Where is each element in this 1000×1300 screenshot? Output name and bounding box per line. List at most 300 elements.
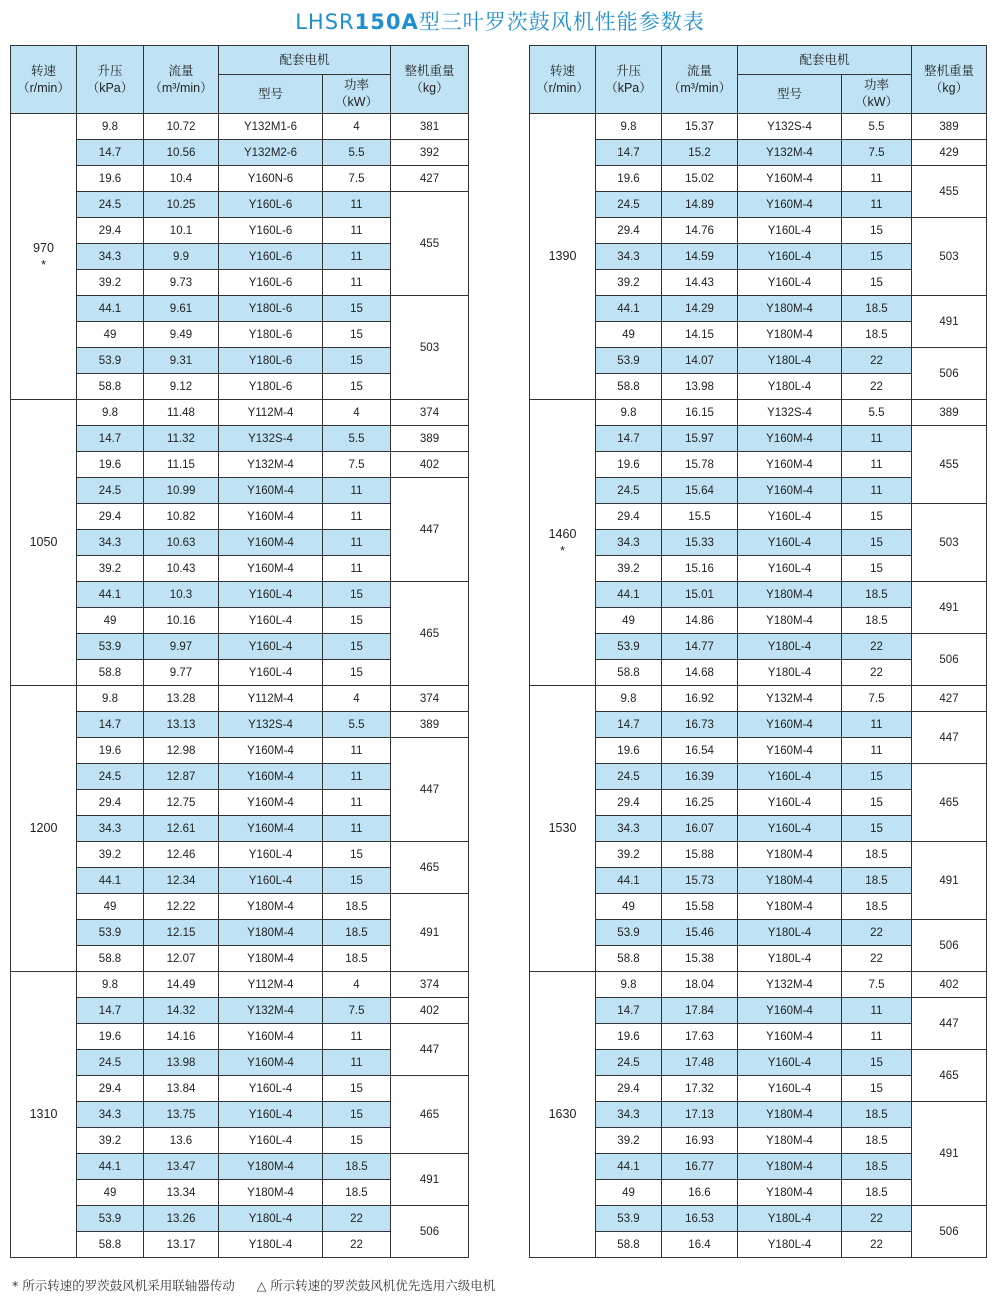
power-cell: 15 [323, 1128, 391, 1154]
power-cell: 18.5 [842, 894, 912, 920]
motor-model-cell: Y160L-4 [738, 1076, 842, 1102]
pressure-cell: 19.6 [596, 1024, 662, 1050]
motor-model-cell: Y160M-4 [738, 192, 842, 218]
flow-cell: 11.48 [144, 400, 219, 426]
pressure-cell: 49 [596, 1180, 662, 1206]
pressure-cell: 29.4 [77, 504, 144, 530]
weight-cell: 491 [912, 842, 987, 920]
power-cell: 15 [842, 244, 912, 270]
pressure-cell: 53.9 [77, 920, 144, 946]
speed-header: 转速 （r/min） [530, 46, 596, 114]
motor-model-cell: Y160L-4 [738, 790, 842, 816]
footnote-motor: △ 所示转速的罗茨鼓风机优先选用六级电机 [256, 1278, 496, 1293]
flow-cell: 14.86 [662, 608, 738, 634]
power-cell: 15 [323, 322, 391, 348]
flow-cell: 15.33 [662, 530, 738, 556]
weight-cell: 447 [391, 1024, 469, 1076]
motor-model-cell: Y180L-4 [738, 920, 842, 946]
motor-model-cell: Y160M-4 [738, 998, 842, 1024]
flow-cell: 15.2 [662, 140, 738, 166]
flow-cell: 13.26 [144, 1206, 219, 1232]
table-row [530, 764, 987, 790]
table-row [530, 114, 987, 140]
motor-model-cell: Y132M-4 [738, 140, 842, 166]
performance-table-left [10, 45, 469, 1258]
pressure-cell: 9.8 [596, 972, 662, 998]
weight-cell: 465 [391, 582, 469, 686]
flow-cell: 9.9 [144, 244, 219, 270]
pressure-cell: 39.2 [77, 842, 144, 868]
pressure-cell: 9.8 [77, 114, 144, 140]
weight-cell: 447 [391, 478, 469, 582]
flow-cell: 15.97 [662, 426, 738, 452]
flow-cell: 12.22 [144, 894, 219, 920]
power-cell: 15 [323, 296, 391, 322]
flow-cell: 16.77 [662, 1154, 738, 1180]
pressure-cell: 53.9 [77, 1206, 144, 1232]
flow-cell: 15.37 [662, 114, 738, 140]
motor-model-cell: Y180M-4 [219, 920, 323, 946]
speed-header: 转速 （r/min） [11, 46, 77, 114]
power-cell: 22 [842, 660, 912, 686]
power-cell: 11 [842, 1024, 912, 1050]
pressure-cell: 39.2 [596, 270, 662, 296]
pressure-cell: 34.3 [596, 816, 662, 842]
pressure-cell: 24.5 [596, 1050, 662, 1076]
weight-cell: 447 [912, 712, 987, 764]
power-cell: 4 [323, 686, 391, 712]
weight-cell: 455 [912, 426, 987, 504]
power-cell: 15 [323, 608, 391, 634]
pressure-cell: 34.3 [596, 244, 662, 270]
flow-cell: 15.78 [662, 452, 738, 478]
motor-model-cell: Y132S-4 [738, 114, 842, 140]
power-cell: 22 [842, 1206, 912, 1232]
power-cell: 15 [842, 816, 912, 842]
motor-model-cell: Y180M-4 [738, 582, 842, 608]
flow-cell: 13.98 [144, 1050, 219, 1076]
motor-model-cell: Y180L-6 [219, 296, 323, 322]
weight-cell: 374 [391, 400, 469, 426]
pressure-cell: 14.7 [77, 998, 144, 1024]
weight-cell: 465 [391, 842, 469, 894]
motor-model-cell: Y160M-4 [219, 530, 323, 556]
pressure-cell: 34.3 [77, 244, 144, 270]
power-cell: 22 [842, 1232, 912, 1258]
pressure-cell: 58.8 [596, 374, 662, 400]
flow-cell: 13.13 [144, 712, 219, 738]
pressure-cell: 34.3 [77, 530, 144, 556]
power-header: 功率 （kW） [323, 75, 391, 114]
weight-cell: 491 [391, 1154, 469, 1206]
flow-cell: 9.97 [144, 634, 219, 660]
power-cell: 11 [323, 478, 391, 504]
power-cell: 15 [842, 530, 912, 556]
power-cell: 18.5 [842, 1128, 912, 1154]
table-row [11, 140, 469, 166]
pressure-header: 升压 （kPa） [77, 46, 144, 114]
weight-cell: 491 [912, 1102, 987, 1206]
pressure-cell: 44.1 [77, 582, 144, 608]
pressure-cell: 24.5 [77, 478, 144, 504]
pressure-cell: 58.8 [596, 1232, 662, 1258]
motor-model-header: 型号 [219, 75, 323, 114]
flow-cell: 13.98 [662, 374, 738, 400]
weight-cell: 402 [391, 998, 469, 1024]
motor-model-cell: Y180M-4 [738, 608, 842, 634]
flow-cell: 10.99 [144, 478, 219, 504]
motor-model-cell: Y180M-4 [219, 1180, 323, 1206]
flow-cell: 14.32 [144, 998, 219, 1024]
power-cell: 15 [842, 556, 912, 582]
pressure-cell: 29.4 [77, 218, 144, 244]
flow-cell: 10.1 [144, 218, 219, 244]
pressure-cell: 44.1 [77, 296, 144, 322]
flow-cell: 12.07 [144, 946, 219, 972]
power-cell: 15 [323, 868, 391, 894]
motor-model-cell: Y160M-4 [738, 166, 842, 192]
motor-model-cell: Y180L-4 [738, 946, 842, 972]
motor-model-cell: Y132M-4 [738, 972, 842, 998]
weight-cell: 506 [912, 1206, 987, 1258]
motor-model-cell: Y160L-4 [738, 244, 842, 270]
weight-cell: 427 [391, 166, 469, 192]
motor-model-cell: Y160L-6 [219, 192, 323, 218]
flow-cell: 10.82 [144, 504, 219, 530]
motor-model-cell: Y180M-4 [738, 868, 842, 894]
power-cell: 15 [842, 218, 912, 244]
flow-cell: 13.84 [144, 1076, 219, 1102]
table-row [530, 998, 987, 1024]
table-row [11, 452, 469, 478]
power-cell: 4 [323, 114, 391, 140]
power-header: 功率 （kW） [842, 75, 912, 114]
flow-cell: 10.63 [144, 530, 219, 556]
flow-cell: 16.54 [662, 738, 738, 764]
weight-cell: 381 [391, 114, 469, 140]
speed-cell: 1460 * [530, 400, 596, 686]
motor-model-cell: Y180M-4 [738, 1154, 842, 1180]
motor-model-cell: Y180L-6 [219, 348, 323, 374]
pressure-cell: 58.8 [77, 660, 144, 686]
flow-cell: 10.16 [144, 608, 219, 634]
flow-cell: 16.07 [662, 816, 738, 842]
pressure-cell: 39.2 [596, 556, 662, 582]
flow-cell: 14.07 [662, 348, 738, 374]
power-cell: 11 [842, 452, 912, 478]
pressure-cell: 44.1 [77, 1154, 144, 1180]
pressure-cell: 39.2 [77, 1128, 144, 1154]
flow-cell: 9.12 [144, 374, 219, 400]
weight-cell: 491 [391, 894, 469, 972]
pressure-cell: 24.5 [77, 764, 144, 790]
table-row [530, 400, 987, 426]
flow-cell: 15.5 [662, 504, 738, 530]
weight-cell: 389 [391, 426, 469, 452]
weight-cell: 427 [912, 686, 987, 712]
power-cell: 5.5 [842, 400, 912, 426]
weight-cell: 374 [391, 686, 469, 712]
weight-cell: 389 [912, 114, 987, 140]
table-row [11, 426, 469, 452]
flow-cell: 15.58 [662, 894, 738, 920]
weight-cell: 506 [912, 348, 987, 400]
motor-model-cell: Y160M-4 [219, 556, 323, 582]
flow-cell: 17.63 [662, 1024, 738, 1050]
table-row [11, 998, 469, 1024]
motor-model-cell: Y132M1-6 [219, 114, 323, 140]
pressure-cell: 14.7 [77, 426, 144, 452]
weight-cell: 402 [912, 972, 987, 998]
weight-cell: 506 [912, 634, 987, 686]
motor-model-cell: Y180L-4 [738, 1206, 842, 1232]
pressure-header: 升压 （kPa） [596, 46, 662, 114]
power-cell: 15 [323, 348, 391, 374]
pressure-cell: 49 [77, 894, 144, 920]
weight-cell: 447 [391, 738, 469, 842]
table-row [11, 582, 469, 608]
table-row [530, 296, 987, 322]
motor-model-cell: Y160L-4 [738, 530, 842, 556]
flow-cell: 14.43 [662, 270, 738, 296]
power-cell: 7.5 [323, 166, 391, 192]
motor-model-cell: Y160L-4 [738, 218, 842, 244]
table-row [530, 1050, 987, 1076]
power-cell: 11 [323, 1050, 391, 1076]
pressure-cell: 58.8 [596, 946, 662, 972]
weight-cell: 455 [912, 166, 987, 218]
motor-model-cell: Y160L-4 [738, 764, 842, 790]
motor-model-cell: Y180M-4 [738, 1128, 842, 1154]
power-cell: 11 [323, 816, 391, 842]
weight-cell: 465 [391, 1076, 469, 1154]
power-cell: 11 [323, 790, 391, 816]
flow-cell: 14.29 [662, 296, 738, 322]
pressure-cell: 14.7 [596, 140, 662, 166]
pressure-cell: 39.2 [77, 556, 144, 582]
motor-model-cell: Y132M-4 [219, 452, 323, 478]
weight-cell: 455 [391, 192, 469, 296]
table-row [11, 114, 469, 140]
weight-cell: 503 [391, 296, 469, 400]
motor-model-cell: Y180L-4 [738, 374, 842, 400]
power-cell: 18.5 [842, 1102, 912, 1128]
motor-model-cell: Y160M-4 [219, 1050, 323, 1076]
power-cell: 18.5 [323, 946, 391, 972]
pressure-cell: 9.8 [77, 686, 144, 712]
flow-cell: 16.25 [662, 790, 738, 816]
flow-cell: 16.93 [662, 1128, 738, 1154]
weight-cell: 503 [912, 504, 987, 582]
left-table-body [11, 114, 469, 1258]
power-cell: 15 [842, 764, 912, 790]
weight-cell: 506 [912, 920, 987, 972]
table-row [530, 972, 987, 998]
pressure-cell: 19.6 [596, 738, 662, 764]
table-row [530, 1102, 987, 1128]
power-cell: 18.5 [842, 582, 912, 608]
power-cell: 11 [842, 166, 912, 192]
pressure-cell: 29.4 [596, 218, 662, 244]
power-cell: 18.5 [842, 868, 912, 894]
pressure-cell: 49 [596, 608, 662, 634]
table-row [11, 1154, 469, 1180]
power-cell: 22 [842, 348, 912, 374]
pressure-cell: 19.6 [77, 166, 144, 192]
pressure-cell: 24.5 [77, 1050, 144, 1076]
footnotes [12, 1276, 495, 1294]
pressure-cell: 29.4 [596, 790, 662, 816]
pressure-cell: 39.2 [596, 1128, 662, 1154]
flow-cell: 16.73 [662, 712, 738, 738]
right-table-body [530, 114, 987, 1258]
pressure-cell: 29.4 [77, 790, 144, 816]
motor-model-cell: Y132M-4 [219, 998, 323, 1024]
flow-cell: 14.76 [662, 218, 738, 244]
power-cell: 15 [842, 1076, 912, 1102]
table-row [11, 738, 469, 764]
weight-cell: 447 [912, 998, 987, 1050]
motor-model-cell: Y160L-4 [738, 816, 842, 842]
power-cell: 11 [323, 764, 391, 790]
table-row [530, 842, 987, 868]
power-cell: 11 [323, 530, 391, 556]
weight-cell: 374 [391, 972, 469, 998]
flow-cell: 12.34 [144, 868, 219, 894]
speed-cell: 1200 [11, 686, 77, 972]
weight-cell: 503 [912, 218, 987, 296]
weight-cell: 402 [391, 452, 469, 478]
flow-cell: 12.87 [144, 764, 219, 790]
table-row [11, 712, 469, 738]
pressure-cell: 14.7 [596, 426, 662, 452]
pressure-cell: 44.1 [596, 868, 662, 894]
table-row [530, 218, 987, 244]
pressure-cell: 39.2 [77, 270, 144, 296]
flow-cell: 18.04 [662, 972, 738, 998]
motor-model-cell: Y180L-4 [738, 634, 842, 660]
flow-header: 流量 （m³/min） [144, 46, 219, 114]
power-cell: 11 [842, 426, 912, 452]
motor-model-cell: Y160M-4 [219, 764, 323, 790]
table-row [530, 166, 987, 192]
power-cell: 11 [842, 192, 912, 218]
flow-cell: 15.02 [662, 166, 738, 192]
table-row [11, 166, 469, 192]
pressure-cell: 9.8 [77, 972, 144, 998]
flow-cell: 13.6 [144, 1128, 219, 1154]
motor-model-cell: Y180M-4 [219, 946, 323, 972]
pressure-cell: 29.4 [596, 504, 662, 530]
pressure-cell: 9.8 [596, 686, 662, 712]
power-cell: 18.5 [842, 608, 912, 634]
flow-cell: 15.64 [662, 478, 738, 504]
flow-cell: 16.92 [662, 686, 738, 712]
table-row [11, 972, 469, 998]
power-cell: 22 [842, 634, 912, 660]
pressure-cell: 34.3 [596, 1102, 662, 1128]
pressure-cell: 9.8 [77, 400, 144, 426]
table-row [11, 842, 469, 868]
flow-cell: 16.6 [662, 1180, 738, 1206]
flow-cell: 16.4 [662, 1232, 738, 1258]
power-cell: 5.5 [323, 426, 391, 452]
speed-mark: * [41, 257, 46, 272]
motor-model-cell: Y160L-4 [738, 1050, 842, 1076]
power-cell: 7.5 [842, 686, 912, 712]
pressure-cell: 44.1 [596, 1154, 662, 1180]
motor-model-cell: Y160L-4 [219, 842, 323, 868]
motor-model-cell: Y160L-6 [219, 218, 323, 244]
motor-model-cell: Y160M-4 [219, 816, 323, 842]
table-row [530, 686, 987, 712]
power-cell: 11 [842, 712, 912, 738]
flow-cell: 15.01 [662, 582, 738, 608]
power-cell: 15 [323, 1076, 391, 1102]
motor-model-cell: Y160L-4 [219, 634, 323, 660]
motor-model-cell: Y160M-4 [738, 426, 842, 452]
pressure-cell: 53.9 [596, 920, 662, 946]
table-row [530, 634, 987, 660]
motor-model-cell: Y160L-6 [219, 244, 323, 270]
pressure-cell: 19.6 [77, 738, 144, 764]
weight-header: 整机重量 （kg） [912, 46, 987, 114]
power-cell: 11 [842, 478, 912, 504]
flow-cell: 14.49 [144, 972, 219, 998]
power-cell: 18.5 [842, 296, 912, 322]
flow-cell: 12.98 [144, 738, 219, 764]
power-cell: 11 [323, 244, 391, 270]
motor-model-cell: Y160M-4 [219, 478, 323, 504]
flow-cell: 17.32 [662, 1076, 738, 1102]
power-cell: 15 [323, 374, 391, 400]
power-cell: 22 [842, 920, 912, 946]
speed-cell: 1050 [11, 400, 77, 686]
table-row [11, 192, 469, 218]
flow-cell: 10.72 [144, 114, 219, 140]
flow-cell: 9.77 [144, 660, 219, 686]
table-row [11, 400, 469, 426]
flow-cell: 14.77 [662, 634, 738, 660]
flow-cell: 10.3 [144, 582, 219, 608]
flow-cell: 11.15 [144, 452, 219, 478]
power-cell: 18.5 [323, 920, 391, 946]
power-cell: 15 [842, 790, 912, 816]
power-cell: 7.5 [323, 998, 391, 1024]
flow-cell: 16.53 [662, 1206, 738, 1232]
pressure-cell: 44.1 [596, 296, 662, 322]
power-cell: 5.5 [323, 712, 391, 738]
pressure-cell: 29.4 [596, 1076, 662, 1102]
motor-model-cell: Y160L-4 [738, 270, 842, 296]
power-cell: 7.5 [842, 140, 912, 166]
pressure-cell: 44.1 [77, 868, 144, 894]
power-cell: 7.5 [842, 972, 912, 998]
flow-cell: 13.17 [144, 1232, 219, 1258]
motor-model-cell: Y160M-4 [219, 504, 323, 530]
motor-model-cell: Y180M-4 [738, 1180, 842, 1206]
table-row [530, 1206, 987, 1232]
table-row [11, 1076, 469, 1102]
pressure-cell: 58.8 [596, 660, 662, 686]
power-cell: 22 [842, 946, 912, 972]
weight-cell: 392 [391, 140, 469, 166]
power-cell: 18.5 [323, 1154, 391, 1180]
pressure-cell: 9.8 [596, 400, 662, 426]
motor-model-cell: Y160M-4 [738, 738, 842, 764]
motor-model-cell: Y160M-4 [738, 478, 842, 504]
weight-cell: 429 [912, 140, 987, 166]
